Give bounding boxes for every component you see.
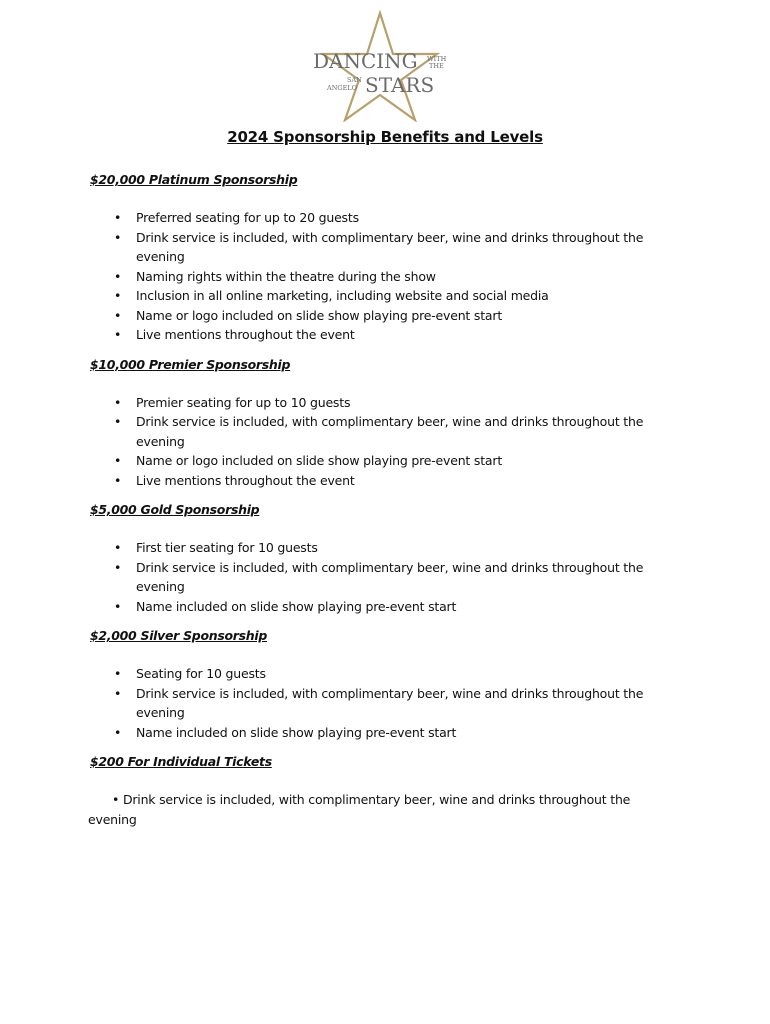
bullet-icon: • [114,472,122,488]
bullet-icon: • [114,268,122,284]
benefit-text: Name or logo included on slide show playing pre-event start [136,307,503,323]
benefit-text-line2: evening [88,811,137,827]
bullet-icon: • [114,307,122,323]
page-title: 2024 Sponsorship Benefits and Levels [227,128,543,146]
benefit-text: Drink service is included, with complimentary beer, wine and drinks throughout the evening [136,414,644,449]
list-item [90,451,670,471]
benefit-text: Live mentions throughout the event [136,472,355,488]
benefit-text: Drink service is included, with complimentary beer, wine and drinks throughout the evening [136,559,644,594]
section-heading: $20,000 Platinum Sponsorship [90,172,298,187]
logo-text-stars: STARS [365,73,435,97]
bullet-icon: • [114,210,122,225]
benefit-text: Drink service is included, with complimentary beer, wine and drinks throughout the evening [136,229,644,264]
section-gold [90,502,670,616]
logo-text-san: SAN [347,76,362,84]
star-logo-graphic [305,10,455,122]
bullet-icon: • [114,327,122,342]
benefit-list [90,664,670,742]
list-item [90,306,670,326]
benefit-text: Name included on slide show playing pre-event start [136,598,457,614]
section-heading: $10,000 Premier Sponsorship [90,356,291,372]
section-heading: $5,000 Gold Sponsorship [90,502,260,517]
list-item [90,664,670,684]
benefit-text: Inclusion in all online marketing, including website and social media [136,288,549,303]
benefit-list [90,208,670,345]
benefit-text: Name or logo included on slide show playing pre-event start [136,453,503,468]
list-item [90,412,670,451]
bullet-icon: • [114,724,122,740]
benefit-text: Name included on slide show playing pre-event start [136,724,457,740]
logo-text-dancing: DANCING [313,49,418,73]
benefit-text: Drink service is included, with complimentary beer, wine and drinks throughout the evening [136,685,644,720]
bullet-icon: • [114,394,122,410]
logo-text-with: WITH [427,55,447,63]
bullet-icon: • [114,598,122,614]
list-item [90,558,670,597]
bullet-icon: • [114,229,122,245]
benefit-text: First tier seating for 10 guests [136,540,318,555]
section-heading: $200 For Individual Tickets [90,754,272,769]
list-item [90,393,670,413]
bullet-icon: • [114,453,122,468]
section-individual [90,754,670,829]
bullet-icon: • [114,685,122,701]
benefit-text-line1: • Drink service is included, with complimentary beer, wine and drinks throughout the [112,792,631,807]
bullet-icon: • [114,288,122,303]
benefit-text: Live mentions throughout the event [136,327,355,342]
list-item [90,471,670,491]
logo-text-the: THE [429,62,444,70]
section-silver [90,628,670,742]
benefit-list [90,393,670,491]
benefit-list [90,538,670,616]
benefit-text: Seating for 10 guests [136,666,266,681]
bullet-icon: • [114,666,122,681]
list-item [90,267,670,287]
list-item [90,286,670,306]
section-premier [90,357,670,491]
benefit-text: Premier seating for up to 10 guests [136,394,351,410]
list-item [90,228,670,267]
bullet-icon: • [114,559,122,575]
list-item [90,538,670,558]
section-platinum [90,172,670,345]
list-item [90,597,670,617]
sponsorship-content [90,172,670,829]
section-heading: $2,000 Silver Sponsorship [90,628,268,643]
list-item [90,325,670,345]
bullet-icon: • [114,540,122,555]
benefit-text: Naming rights within the theatre during the show [136,268,436,284]
list-item [90,208,670,228]
individual-ticket-benefit [88,790,670,829]
bullet-icon: • [114,414,122,429]
benefit-text: Preferred seating for up to 20 guests [136,210,359,225]
list-item [90,684,670,723]
list-item [90,723,670,743]
event-logo [305,10,455,122]
logo-text-angelo: ANGELO [327,84,357,92]
